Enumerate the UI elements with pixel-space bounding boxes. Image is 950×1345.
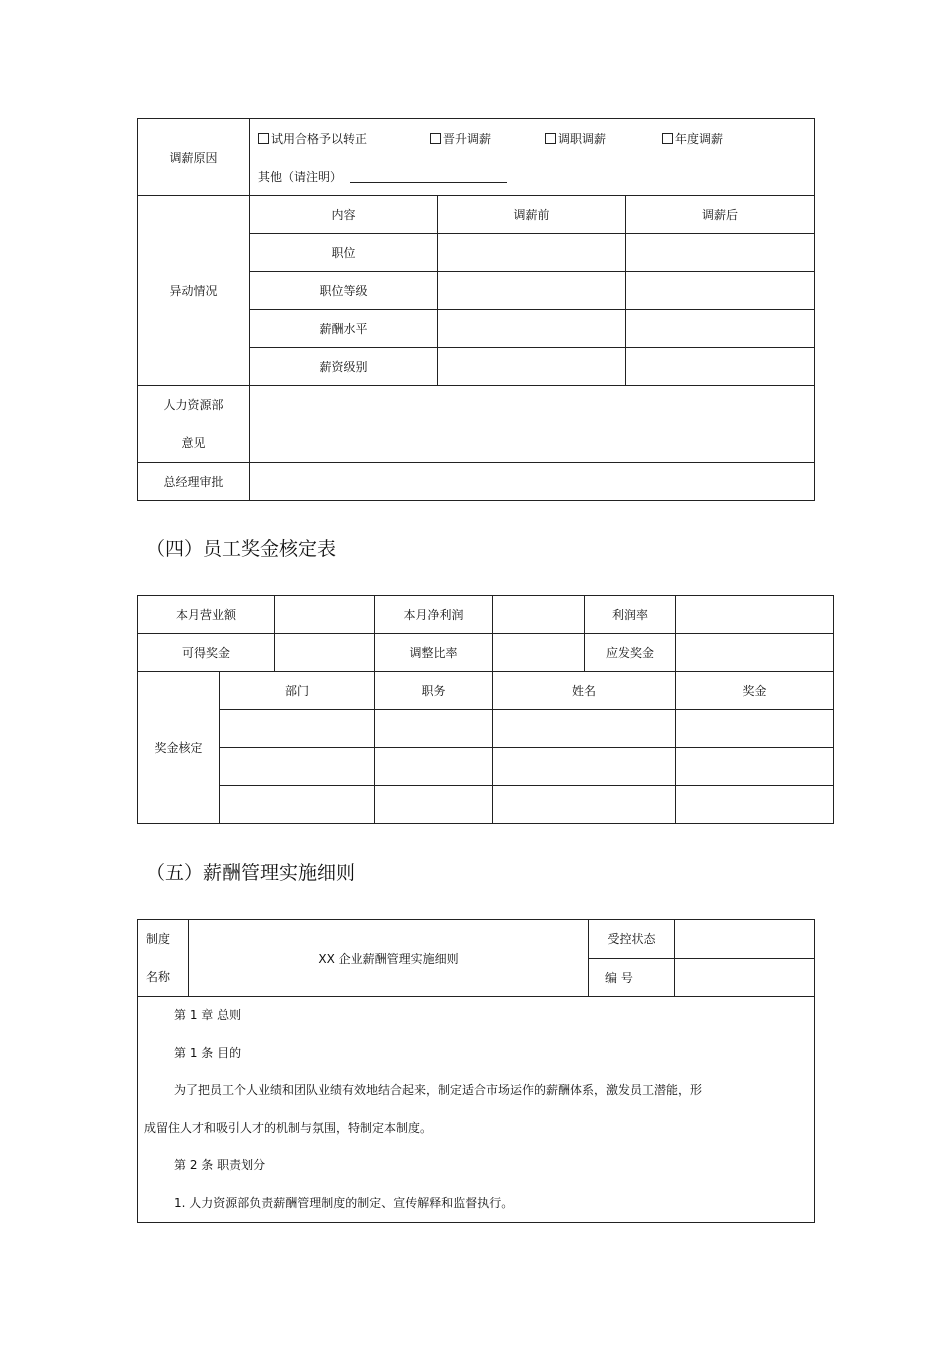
monthly-profit-label: 本月净利润	[375, 596, 493, 634]
reason-options-row	[250, 119, 814, 157]
article-2-heading: 第 2 条 职责划分	[174, 1158, 266, 1172]
bonus-approval-label: 奖金核定	[138, 672, 220, 824]
option-transfer[interactable]	[545, 130, 662, 147]
header-after: 调薪后	[626, 196, 815, 234]
option-label: 调职调薪	[558, 131, 607, 146]
header-department: 部门	[220, 672, 375, 710]
cell-input[interactable]	[676, 786, 834, 824]
chapter-heading: 第 1 章 总则	[174, 1008, 242, 1022]
row-position: 职位	[250, 234, 438, 272]
other-label: 其他（请注明）	[258, 169, 343, 184]
gm-approval-input[interactable]	[250, 463, 815, 501]
row-position-level: 职位等级	[250, 272, 438, 310]
salary-adjustment-table	[137, 118, 815, 501]
cell-input[interactable]	[438, 234, 626, 272]
option-label: 晋升调薪	[443, 131, 492, 146]
header-title: 职务	[375, 672, 493, 710]
hr-opinion-input[interactable]	[250, 386, 815, 463]
cell-input[interactable]	[375, 710, 493, 748]
monthly-revenue-label: 本月营业额	[138, 596, 275, 634]
cell-input[interactable]	[493, 786, 676, 824]
document-title: XX 企业薪酬管理实施细则	[189, 920, 589, 997]
checkbox-icon[interactable]	[545, 133, 556, 144]
cell-input[interactable]	[626, 234, 815, 272]
control-status-input[interactable]	[675, 920, 815, 959]
bonus-table	[137, 595, 834, 824]
adjust-ratio-label: 调整比率	[375, 634, 493, 672]
cell-input[interactable]	[676, 748, 834, 786]
section5-title: （五）薪酬管理实施细则	[146, 862, 356, 884]
cell-input[interactable]	[626, 272, 815, 310]
system-label-line2: 名称	[146, 970, 171, 984]
cell-input[interactable]	[493, 748, 676, 786]
header-before: 调薪前	[438, 196, 626, 234]
payable-bonus-input[interactable]	[676, 634, 834, 672]
gm-approval-label: 总经理审批	[138, 463, 250, 501]
cell-input[interactable]	[438, 348, 626, 386]
number-input[interactable]	[675, 958, 815, 997]
checkbox-icon[interactable]	[430, 133, 441, 144]
adjust-ratio-input[interactable]	[493, 634, 585, 672]
cell-input[interactable]	[375, 786, 493, 824]
cell-input[interactable]	[626, 310, 815, 348]
cell-input[interactable]	[438, 272, 626, 310]
cell-input[interactable]	[626, 348, 815, 386]
option-annual[interactable]	[662, 130, 723, 147]
payable-bonus-label: 应发奖金	[585, 634, 676, 672]
cell-input[interactable]	[493, 710, 676, 748]
cell-input[interactable]	[220, 710, 375, 748]
section4-title: （四）员工奖金核定表	[146, 538, 337, 560]
available-bonus-input[interactable]	[275, 634, 375, 672]
cell-input[interactable]	[375, 748, 493, 786]
article-1-heading: 第 1 条 目的	[174, 1045, 242, 1060]
cell-input[interactable]	[220, 748, 375, 786]
article-1-text: 为了把员工个人业绩和团队业绩有效地结合起来，制定适合市场运作的薪酬体系，激发员工潜能，形	[174, 1083, 703, 1097]
profit-rate-label: 利润率	[585, 596, 676, 634]
cell-input[interactable]	[220, 786, 375, 824]
header-content: 内容	[250, 196, 438, 234]
checkbox-icon[interactable]	[258, 133, 269, 144]
article-2-item-1: 1. 人力资源部负责薪酬管理制度的制定、宣传解释和监督执行。	[174, 1195, 514, 1210]
hr-label-line2: 意见	[181, 436, 206, 450]
policy-body	[138, 997, 815, 1223]
cell-input[interactable]	[438, 310, 626, 348]
header-bonus: 奖金	[676, 672, 834, 710]
option-probation[interactable]	[258, 130, 430, 147]
monthly-profit-input[interactable]	[493, 596, 585, 634]
control-status-label: 受控状态	[589, 920, 675, 959]
header-name: 姓名	[493, 672, 676, 710]
policy-table	[137, 919, 815, 1223]
number-label: 编 号	[589, 958, 675, 997]
option-label: 试用合格予以转正	[271, 131, 368, 146]
change-label: 异动情况	[138, 196, 250, 386]
row-salary-grade: 薪资级别	[250, 348, 438, 386]
hr-label-line1: 人力资源部	[163, 398, 224, 412]
available-bonus-label: 可得奖金	[138, 634, 275, 672]
system-label-line1: 制度	[146, 932, 171, 946]
hr-opinion-label	[138, 386, 250, 463]
article-1-text-cont: 成留住人才和吸引人才的机制与氛围，特制定本制度。	[144, 1120, 433, 1135]
reason-label: 调薪原因	[138, 119, 250, 196]
other-row	[250, 157, 814, 195]
system-name-label	[138, 920, 189, 997]
profit-rate-input[interactable]	[676, 596, 834, 634]
option-label: 年度调薪	[675, 131, 724, 146]
row-salary-level: 薪酬水平	[250, 310, 438, 348]
cell-input[interactable]	[676, 710, 834, 748]
checkbox-icon[interactable]	[662, 133, 673, 144]
other-input-line[interactable]	[350, 170, 507, 183]
option-promotion[interactable]	[430, 130, 545, 147]
monthly-revenue-input[interactable]	[275, 596, 375, 634]
reason-options-cell	[250, 119, 815, 196]
